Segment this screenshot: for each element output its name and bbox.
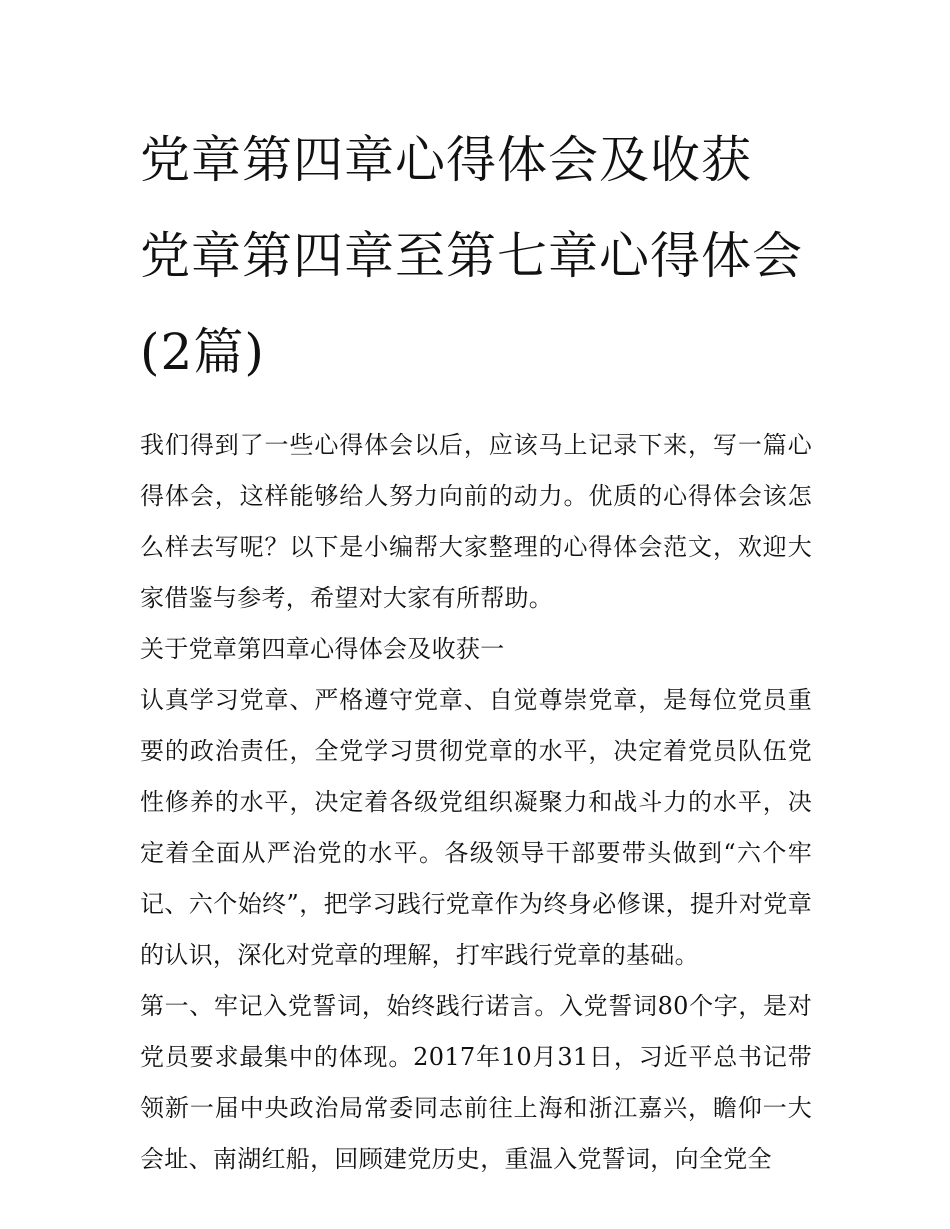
document-title: 党章第四章心得体会及收获 党章第四章至第七章心得体会(2篇) [140,131,803,381]
body-paragraph: 认真学习党章、严格遵守党章、自觉尊崇党章，是每位党员重要的政治责任，全党学习贯彻党章的水平，决定着党员队伍党性修养的水平，决定着各级党组织凝聚力和战斗力的水平，决定着全面从严治党的水平。各级领导干部要带头做到“六个牢记、六个始终”，把学习践行党章作为终身必修课，提升对党章的认识，深化对党章的理解，打牢践行党章的基础。 [140,686,812,969]
intro-paragraph: 我们得到了一些心得体会以后，应该马上记录下来，写一篇心得体会，这样能够给人努力向前的动力。优质的心得体会该怎么样去写呢？以下是小编帮大家整理的心得体会范文，欢迎大家借鉴与参考，希望对大家有所帮助。 [140,431,812,612]
section-heading: 关于党章第四章心得体会及收获一 [140,635,505,663]
title-block [140,112,812,400]
body-paragraph: 第一、牢记入党誓词，始终践行诺言。入党誓词80个字，是对党员要求最集中的体现。2017年10月31日，习近平总书记带领新一届中央政治局常委同志前往上海和浙江嘉兴，瞻仰一大会址、南湖红船，回顾建党历史，重温入党誓词，向全党全 [140,992,812,1173]
document-body [140,420,812,1185]
document-page [140,112,812,1185]
